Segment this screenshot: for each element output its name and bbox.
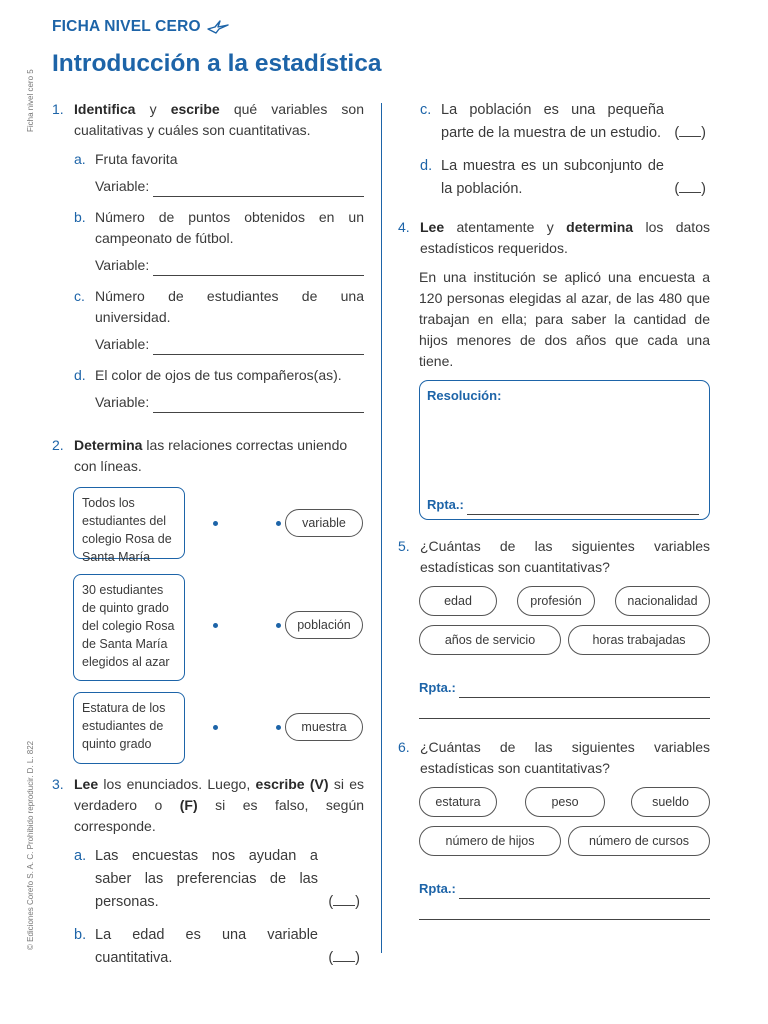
variable-answer-line[interactable] — [95, 334, 364, 355]
answer-extra-line[interactable] — [419, 698, 710, 719]
instruction-verb: determina — [566, 219, 634, 235]
resolution-label: Resolución: — [427, 388, 502, 403]
instruction-verb: escribe — [255, 776, 305, 792]
question-number: 2. — [52, 437, 64, 453]
instruction-text: las relaciones correctas uniendo con líneas. — [74, 437, 348, 474]
match-left-box[interactable]: 30 estudiantes de quinto grado del colegio Rosa de Santa María elegidos al azar — [73, 574, 185, 681]
question-text: ¿Cuántas de las siguientes variables estadísticas son cuantitativas? — [420, 739, 710, 776]
false-marker: (F) — [179, 797, 198, 813]
answer-label: Rpta.: — [419, 680, 456, 695]
true-false-blank[interactable]: ( ) — [328, 950, 360, 966]
variable-label: Variable: — [95, 394, 150, 410]
match-right-pill[interactable]: población — [285, 611, 363, 639]
true-false-blank[interactable]: ( ) — [328, 894, 360, 910]
item-letter: b. — [74, 927, 87, 943]
item-text: Número de estudiantes de una universidad. — [95, 288, 364, 325]
header-label — [52, 18, 229, 36]
variable-answer-line[interactable] — [95, 176, 364, 197]
q1-item — [74, 207, 364, 249]
answer-label: Rpta.: — [419, 881, 456, 896]
item-text: Número de puntos obtenidos en un campeonato de fútbol. — [95, 209, 364, 246]
option-pill[interactable]: edad — [419, 586, 497, 616]
instruction-text: qué variables son cualitativas y cuáles son cuantitativas. — [74, 101, 365, 138]
match-dot-left[interactable] — [213, 521, 218, 526]
match-right-pill[interactable]: muestra — [285, 713, 363, 741]
option-pill[interactable]: horas trabajadas — [568, 625, 710, 655]
variable-label: Variable: — [95, 257, 150, 273]
match-dot-right[interactable] — [276, 725, 281, 730]
question-number: 1. — [52, 101, 64, 117]
q3-item — [420, 99, 710, 145]
answer-line[interactable] — [427, 494, 699, 515]
answer-line[interactable] — [419, 879, 710, 899]
question-number: 6. — [398, 739, 410, 755]
q3-item — [420, 155, 710, 201]
q5-options — [419, 586, 710, 666]
item-text: Fruta favorita — [95, 151, 178, 167]
option-pill[interactable]: número de hijos — [419, 826, 561, 856]
q6-options — [419, 787, 710, 867]
item-letter: d. — [74, 367, 86, 383]
question-number: 3. — [52, 776, 64, 792]
instruction-text: los datos estadísticos requeridos. — [420, 219, 710, 256]
item-letter: c. — [420, 102, 432, 118]
answer-extra-line[interactable] — [419, 899, 710, 920]
answer-rule[interactable] — [459, 884, 710, 899]
match-dot-left[interactable] — [213, 725, 218, 730]
variable-answer-line[interactable] — [95, 255, 364, 276]
answer-rule[interactable] — [153, 181, 364, 197]
side-note-copyright: © Ediciones Corefo S. A. C. Prohibido reproducir. D. L. 822 — [26, 740, 35, 950]
q3-item — [74, 924, 364, 970]
answer-rule[interactable] — [153, 339, 364, 355]
side-note-top: Ficha nivel cero 5 — [26, 69, 35, 132]
variable-label: Variable: — [95, 336, 150, 352]
question-1 — [52, 99, 364, 141]
question-number: 4. — [398, 219, 410, 235]
item-text: La muestra es un subconjunto de la población. — [441, 158, 664, 197]
item-letter: a. — [74, 151, 86, 167]
question-5 — [398, 536, 710, 578]
option-pill[interactable]: años de servicio — [419, 625, 561, 655]
answer-line[interactable] — [419, 678, 710, 698]
question-number: 5. — [398, 538, 410, 554]
answer-rule[interactable] — [153, 260, 364, 276]
matching-area — [73, 485, 364, 775]
answer-rule[interactable] — [459, 683, 710, 698]
option-pill[interactable]: nacionalidad — [615, 586, 710, 616]
instruction-verb: Lee — [74, 776, 99, 792]
match-dot-right[interactable] — [276, 521, 281, 526]
instruction-text: y — [149, 101, 157, 117]
answer-rule[interactable] — [467, 500, 699, 515]
instruction-text: si es verdadero o — [74, 776, 365, 813]
option-pill[interactable]: sueldo — [631, 787, 710, 817]
left-column — [52, 99, 364, 976]
item-letter: a. — [74, 848, 87, 864]
question-3 — [52, 774, 364, 837]
true-false-blank[interactable]: ( ) — [674, 125, 706, 141]
instruction-verb: Lee — [420, 219, 445, 235]
item-letter: d. — [420, 158, 433, 174]
q1-item — [74, 286, 364, 328]
q4-problem-text: En una institución se aplicó una encuesta a 120 personas elegidas al azar, de las 480 que trabajan en ella; para saber la cantidad de hijos menores de dos años que cada una tiene. — [419, 269, 710, 369]
match-left-box[interactable]: Estatura de los estudiantes de quinto grado — [73, 692, 185, 764]
item-letter: b. — [74, 209, 86, 225]
q3-item — [74, 845, 364, 914]
match-dot-right[interactable] — [276, 623, 281, 628]
instruction-text: los enunciados. Luego, — [103, 776, 251, 792]
question-4 — [398, 217, 710, 259]
option-pill[interactable]: estatura — [419, 787, 497, 817]
true-marker: (V) — [309, 776, 329, 792]
match-dot-left[interactable] — [213, 623, 218, 628]
question-text: ¿Cuántas de las siguientes variables estadísticas son cuantitativas? — [420, 538, 710, 575]
instruction-text: si es falso, según corresponde. — [74, 797, 365, 834]
instruction-text: atentamente y — [456, 219, 554, 235]
answer-rule[interactable] — [153, 397, 364, 413]
instruction-verb: Identifica — [74, 101, 136, 117]
question-2 — [52, 435, 364, 477]
item-text: Las encuestas nos ayudan a saber las preferencias de las personas. — [95, 848, 318, 910]
variable-answer-line[interactable] — [95, 392, 364, 413]
column-divider — [381, 103, 382, 953]
page-title: Introducción a la estadística — [52, 50, 382, 77]
match-right-pill[interactable]: variable — [285, 509, 363, 537]
answer-label: Rpta.: — [427, 497, 464, 512]
header-label-text: FICHA NIVEL CERO — [52, 18, 201, 35]
option-pill[interactable]: peso — [525, 787, 605, 817]
q1-item — [74, 149, 364, 170]
item-text: El color de ojos de tus compañeros(as). — [95, 367, 342, 383]
resolution-box[interactable] — [419, 380, 710, 520]
bird-icon — [207, 20, 229, 34]
question-6 — [398, 737, 710, 779]
option-pill[interactable]: profesión — [517, 586, 595, 616]
q1-item — [74, 365, 364, 386]
true-false-blank[interactable]: ( ) — [674, 181, 706, 197]
item-text: La edad es una variable cuantitativa. — [95, 927, 318, 966]
match-left-box[interactable]: Todos los estudiantes del colegio Rosa de Santa María — [73, 487, 185, 559]
option-pill[interactable]: número de cursos — [568, 826, 710, 856]
variable-label: Variable: — [95, 178, 150, 194]
right-column — [398, 99, 710, 938]
instruction-verb: escribe — [170, 101, 220, 117]
item-text: La población es una pequeña parte de la muestra de un estudio. — [441, 102, 664, 141]
instruction-verb: Determina — [74, 437, 143, 453]
item-letter: c. — [74, 288, 85, 304]
